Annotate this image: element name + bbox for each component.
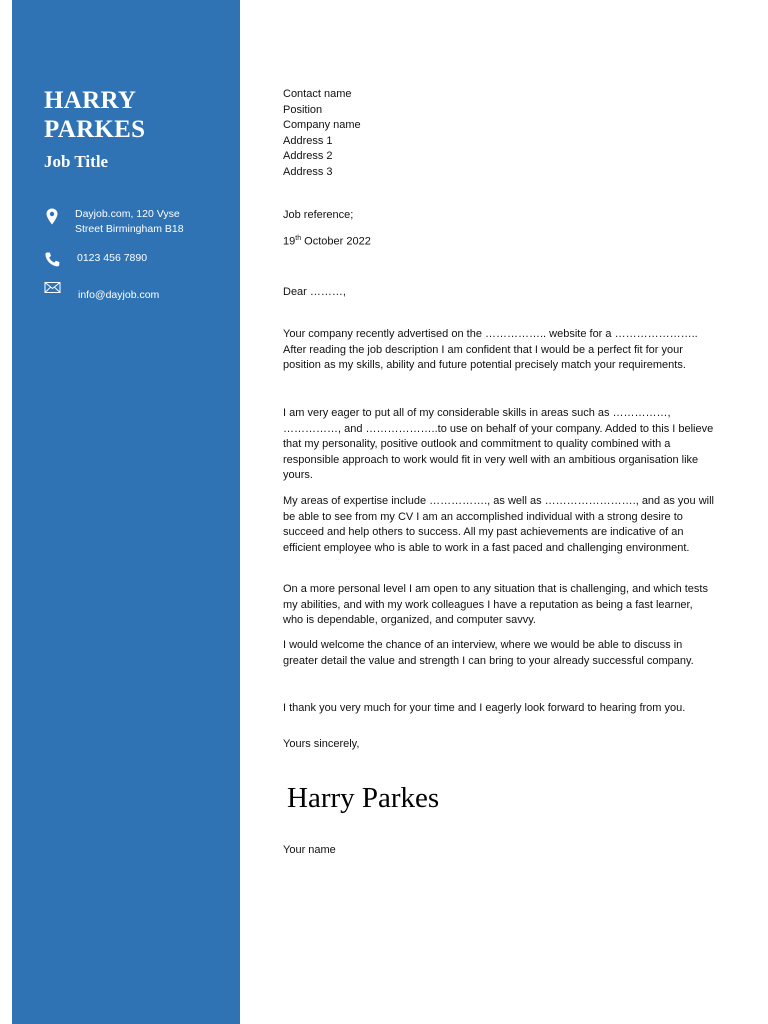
recipient-position: Position [283, 103, 323, 116]
last-name: PARKES [44, 116, 146, 143]
job-reference: Job reference; [283, 209, 354, 221]
applicant-name [44, 86, 234, 144]
paragraph-1: Your company recently advertised on the …………….. website for a ………………….. After reading the job description I am confident that I would be a perfect fit for your position as my skills, ability and future potential precisely match your requirements. [283, 328, 698, 372]
recipient-address-2: Address 2 [283, 150, 333, 163]
paragraph-2: I am very eager to put all of my considerable skills in areas such as ……………, ……………, and ………………..to use on behalf of your company. Added to this I believe that my personality, positive outlook and commitment to quality combined with a responsible approach to work would fit in very well with an ambitious organisation like yours. [283, 407, 714, 482]
job-title: Job Title [44, 152, 109, 171]
phone-icon [44, 251, 60, 269]
paragraph-3: My areas of expertise include ……………., as well as ……………………., and as you will be able to see from my CV I am an accomplished individual with a strong desire to succeed and help others to success. All my past achievements are indicative of an efficient employee who is able to work in a fast paced and challenging environment. [283, 495, 714, 554]
sidebar [12, 0, 240, 1024]
email-address: info@dayjob.com [78, 289, 160, 301]
phone-number: 0123 456 7890 [77, 252, 148, 264]
paragraph-6: I thank you very much for your time and I eagerly look forward to hearing from you. [283, 702, 686, 714]
signature: Harry Parkes [287, 782, 440, 814]
contact-address [44, 207, 234, 239]
paragraph-4: On a more personal level I am open to any situation that is challenging, and which tests my abilities, and with my work colleagues I have a reputation as being a fast learner, who is dependable, organized, and computer savvy. [283, 583, 708, 627]
date-suffix: th [295, 235, 302, 242]
paragraph-5: I would welcome the chance of an interview, where we would be able to discuss in greater detail the value and strength I can bring to your already successful company. [283, 639, 694, 667]
recipient-block [283, 87, 715, 181]
closing: Yours sincerely, [283, 738, 360, 750]
your-name: Your name [283, 844, 336, 856]
contact-phone [44, 251, 234, 269]
address-line-2: Street Birmingham B18 [75, 223, 184, 235]
date-day: 19 [283, 235, 296, 248]
date-rest: October 2022 [301, 235, 371, 248]
contact-email [44, 281, 234, 301]
letter-date [283, 235, 371, 248]
envelope-icon [44, 281, 60, 299]
recipient-address-1: Address 1 [283, 134, 333, 147]
salutation: Dear ………, [283, 286, 346, 298]
location-pin-icon [44, 207, 60, 225]
recipient-contact-name: Contact name [283, 88, 352, 100]
first-name: HARRY [44, 87, 137, 114]
address-line-1: Dayjob.com, 120 Vyse [75, 208, 180, 220]
recipient-address-3: Address 3 [283, 165, 333, 178]
recipient-company: Company name [283, 119, 361, 132]
